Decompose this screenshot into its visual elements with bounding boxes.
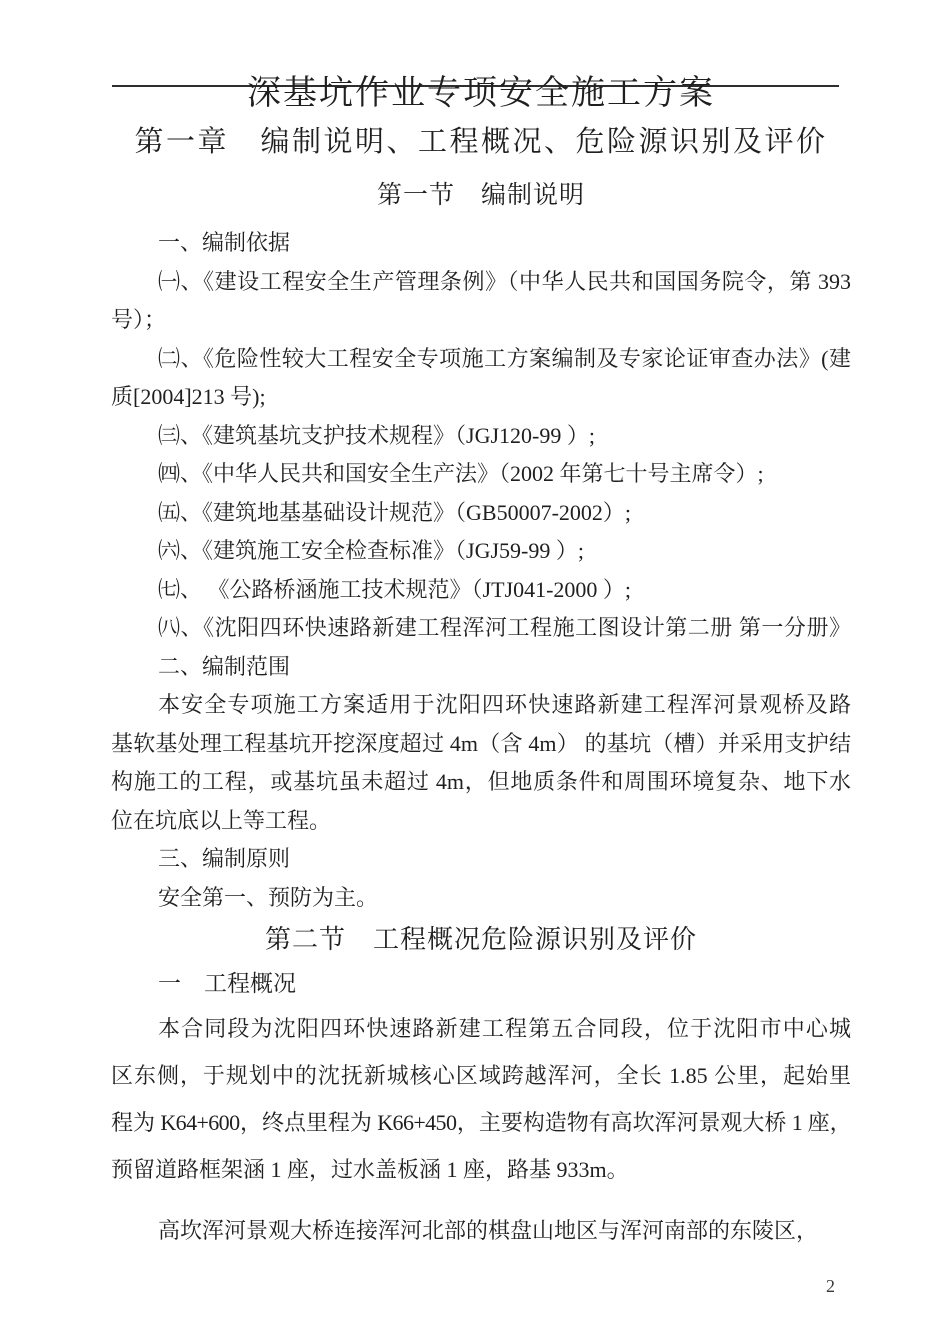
body-text-line: 高坎浑河景观大桥连接浑河北部的棋盘山地区与浑河南部的东陵区， — [158, 1218, 819, 1243]
document-body — [111, 72, 851, 1254]
body-text-line: 三、编制原则 — [158, 846, 291, 871]
body-text-line: 构施工的工程，或基坑虽未超过 4m，但地质条件和周围环境复杂、地下水 — [111, 769, 851, 794]
body-text-line: 号）； — [111, 307, 167, 332]
body-text-line: ㈠、《建设工程安全生产管理条例》（中华人民共和国国务院令，第 393 — [158, 268, 851, 294]
body-text-line: ㈦、 《公路桥涵施工技术规范》（JTJ041-2000 ）; — [158, 576, 632, 602]
section-heading: 第一节 编制说明 — [376, 182, 585, 209]
body-text-line: ㈣、《中华人民共和国安全生产法》（2002 年第七十号主席令）; — [158, 461, 764, 486]
body-text-line: ㈡、《危险性较大工程安全专项施工方案编制及专家论证审查办法》(建 — [158, 345, 851, 371]
body-text-line: 本安全专项施工方案适用于沈阳四环快速路新建工程浑河景观桥及路 — [158, 692, 851, 717]
body-text-line: 基软基处理工程基坑开挖深度超过 4m（含 4m） 的基坑（槽）并采用支护结 — [111, 730, 851, 756]
section-heading: 第二节 工程概况危险源识别及评价 — [264, 925, 697, 954]
body-text-line: ㈥、《建筑施工安全检查标准》（JGJ59-99 ）; — [158, 538, 584, 563]
body-text-line: ㈢、《建筑基坑支护技术规程》（JGJ120-99 ）; — [158, 422, 595, 448]
body-text-line: 一、编制依据 — [158, 230, 291, 255]
page-number: 2 — [826, 1276, 835, 1296]
body-text-line: 二、编制范围 — [158, 653, 291, 679]
body-text-line: ㈤、《建筑地基基础设计规范》（GB50007-2002）; — [158, 499, 632, 525]
body-text-line: ㈧、《沈阳四环快速路新建工程浑河工程施工图设计第二册 第一分册》 — [158, 615, 851, 640]
body-text-line: 区东侧，于规划中的沈抚新城核心区域跨越浑河，全长 1.85 公里，起始里 — [111, 1063, 851, 1088]
body-text-line: 预留道路框架涵 1 座，过水盖板涵 1 座，路基 933m。 — [111, 1157, 629, 1182]
document-title: 深基坑作业专项安全施工方案 — [247, 75, 715, 112]
chapter-heading: 第一章 编制说明、工程概况、危险源识别及评价 — [134, 126, 828, 158]
subsection-heading: 一 工程概况 — [158, 971, 296, 996]
body-text-line: 安全第一、预防为主。 — [158, 884, 379, 910]
body-text-line: 质[2004]213 号); — [111, 384, 266, 409]
body-text-line: 程为 K64+600，终点里程为 K66+450，主要构造物有高坎浑河景观大桥 1 座， — [111, 1110, 851, 1135]
body-text-line: 位在坑底以上等工程。 — [111, 807, 332, 833]
body-text-line: 本合同段为沈阳四环快速路新建工程第五合同段，位于沈阳市中心城 — [158, 1016, 851, 1041]
